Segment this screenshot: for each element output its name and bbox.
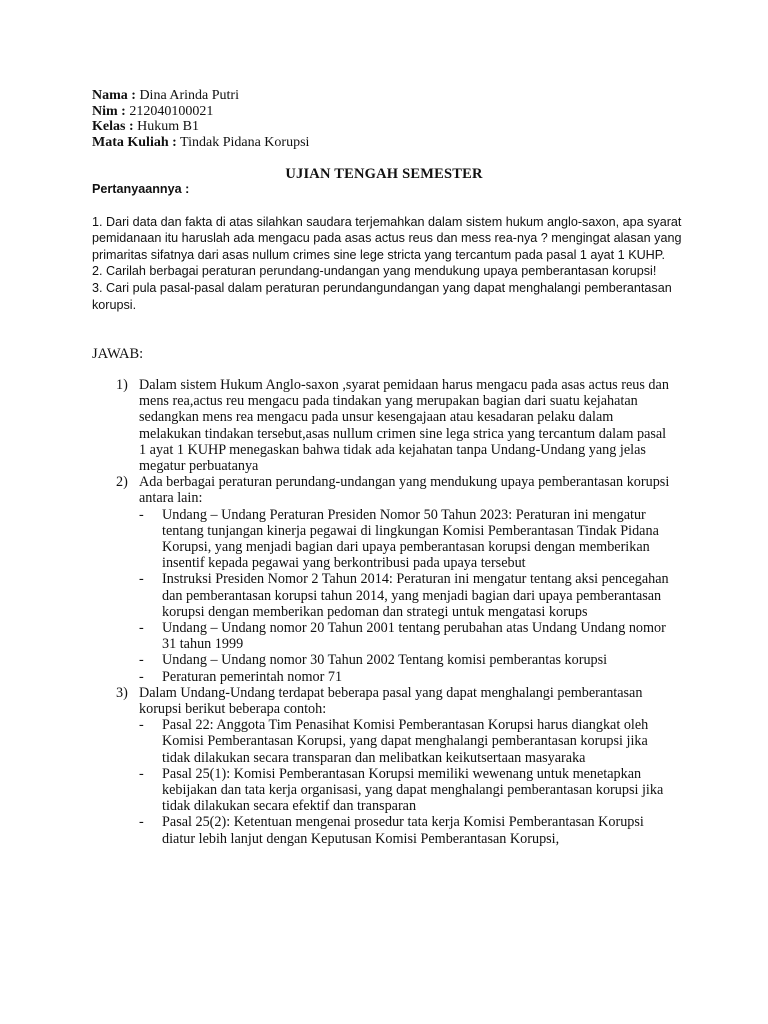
answers-list bbox=[116, 377, 676, 847]
nim-row bbox=[92, 104, 309, 120]
dash-bullet: - bbox=[139, 571, 144, 588]
matkul-row bbox=[92, 135, 309, 151]
sub-item-text: Pasal 22: Anggota Tim Penasihat Komisi Pemberantasan Korupsi harus diangkat oleh Komisi Pemberantasan Korupsi, yang dapat menghalangi pemberantasan korupsi jika tidak dilakukan secara transparan dan melibatkan keikutsertaan masyaraka bbox=[162, 717, 649, 766]
answer-sublist bbox=[139, 507, 676, 685]
nama-row bbox=[92, 88, 309, 104]
student-info bbox=[92, 88, 309, 150]
question-item: 3. Cari pula pasal-pasal dalam peraturan perundangundangan yang dapat menghalangi pemberantasan korupsi. bbox=[92, 280, 672, 312]
kelas-row bbox=[92, 119, 309, 135]
matkul-label: Mata Kuliah : bbox=[92, 134, 177, 150]
question-item: 2. Carilah berbagai peraturan perundang-undangan yang mendukung upaya pemberantasan korupsi! bbox=[92, 264, 657, 279]
answer-number: 3) bbox=[116, 684, 128, 701]
sub-item-text: Undang – Undang Peraturan Presiden Nomor 50 Tahun 2023: Peraturan ini mengatur tentang tunjangan kinerja pegawai di lingkungan Komisi Pemberantasan Tindak Pidana Korupsi, yang menjadi bagian dari upaya pemberantasan korupsi dengan memberikan insentif kepada pegawai yang berkontribusi pada upaya tersebut bbox=[162, 506, 659, 572]
answer-item bbox=[116, 377, 676, 474]
dash-bullet: - bbox=[139, 620, 144, 637]
sub-item bbox=[139, 669, 676, 685]
kelas-value: Hukum B1 bbox=[137, 119, 199, 134]
dash-bullet: - bbox=[139, 652, 144, 669]
sub-item bbox=[139, 620, 676, 652]
dash-bullet: - bbox=[139, 717, 144, 734]
answer-text: Dalam Undang-Undang terdapat beberapa pasal yang dapat menghalangi pemberantasan korupsi berikut beberapa contoh: bbox=[139, 684, 643, 718]
dash-bullet: - bbox=[139, 765, 144, 782]
sub-item-text: Peraturan pemerintah nomor 71 bbox=[162, 668, 343, 685]
sub-item bbox=[139, 766, 676, 815]
dash-bullet: - bbox=[139, 668, 144, 685]
dash-bullet: - bbox=[139, 506, 144, 523]
answer-text: Ada berbagai peraturan perundang-undangan yang mendukung upaya pemberantasan korupsi antara lain: bbox=[139, 474, 670, 507]
answer-item bbox=[116, 685, 676, 847]
nim-value: 212040100021 bbox=[129, 103, 214, 119]
dash-bullet: - bbox=[139, 814, 144, 831]
questions-heading: Pertanyaannya : bbox=[92, 182, 190, 196]
sub-item-text: Pasal 25(2): Ketentuan mengenai prosedur tata kerja Komisi Pemberantasan Korupsi diatur lebih lanjut dengan Keputusan Komisi Pemberantasan Korupsi, bbox=[162, 814, 644, 847]
jawab-label: JAWAB: bbox=[92, 346, 144, 362]
question-item: 1. Dari data dan fakta di atas silahkan saudara terjemahkan dalam sistem hukum anglo-saxon, apa syarat pemidanaan itu haruslah ada mengacu pada asas actus reus dan mess rea-nya ? mengingat alasan yang primaritas sifatnya dari asas nullum crimes sine lege stricta yang tercantum pada pasal 1 ayat 1 KUHP. bbox=[92, 214, 682, 262]
matkul-value: Tindak Pidana Korupsi bbox=[180, 134, 310, 150]
sub-item bbox=[139, 652, 676, 668]
nim-label: Nim : bbox=[92, 103, 126, 119]
answer-number: 2) bbox=[116, 474, 128, 491]
nama-value: Dina Arinda Putri bbox=[139, 88, 239, 103]
kelas-label: Kelas : bbox=[92, 119, 134, 134]
sub-item-text: Undang – Undang nomor 20 Tahun 2001 tentang perubahan atas Undang Undang nomor 31 tahun 1999 bbox=[162, 620, 666, 653]
answer-number: 1) bbox=[116, 377, 128, 393]
answer-item bbox=[116, 474, 676, 685]
answer-sublist bbox=[139, 717, 676, 847]
page-title: UJIAN TENGAH SEMESTER bbox=[285, 166, 483, 182]
sub-item bbox=[139, 571, 676, 620]
sub-item bbox=[139, 814, 676, 846]
nama-label: Nama : bbox=[92, 88, 136, 103]
sub-item-text: Instruksi Presiden Nomor 2 Tahun 2014: Peraturan ini mengatur tentang aksi pencegahan dan pemberantasan korupsi tahun 2014, yang menjadi bagian dari upaya pemberantasan korupsi dengan memberikan pedoman dan strategi untuk mengatasi korups bbox=[162, 571, 669, 620]
sub-item-text: Pasal 25(1): Komisi Pemberantasan Korupsi memiliki wewenang untuk menetapkan kebijakan dan tata kerja organisasi, yang dapat menghalangi pemberantasan korupsi jika tidak dilakukan secara efektif dan transparan bbox=[162, 765, 664, 815]
sub-item-text: Undang – Undang nomor 30 Tahun 2002 Tentang komisi pemberantas korupsi bbox=[162, 652, 608, 669]
questions-section bbox=[92, 181, 682, 313]
sub-item bbox=[139, 507, 676, 572]
sub-item bbox=[139, 717, 676, 766]
answer-text: Dalam sistem Hukum Anglo-saxon ,syarat pemidaan harus mengacu pada asas actus reus dan mens rea,actus reu mengacu pada tindakan yang merupakan bagian dari suatu kejahatan sedangkan mens rea mengacu pada unsur kesengajaan atau kesadaran pelaku dalam melakukan tindakan tersebut,asas nullum crimen sine lega strica yang tercantum dalam pasal 1 ayat 1 KUHP menegaskan bahwa tidak ada kejahatan tanpa Undang-Undang yang jelas megatur perbuatanya bbox=[139, 377, 669, 475]
